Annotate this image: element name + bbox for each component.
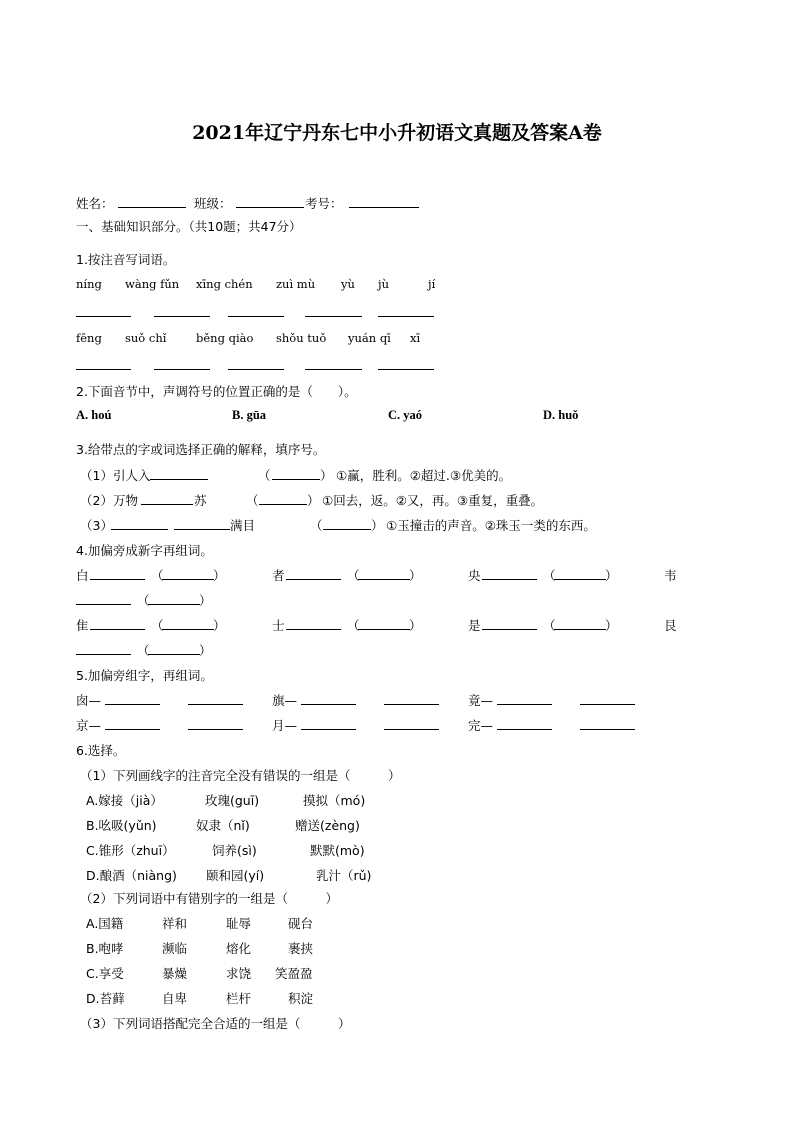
- answer-blank[interactable]: [323, 529, 371, 530]
- paren-close: ）: [371, 518, 384, 533]
- base-char: 竟—: [468, 693, 494, 708]
- class-label: 班级：: [194, 196, 232, 211]
- answer-blank[interactable]: [482, 629, 537, 630]
- question-3-prompt: 3.给带点的字或词选择正确的解释，填序号。: [76, 442, 326, 457]
- answer-blank[interactable]: [286, 579, 341, 580]
- paren-open: （: [347, 618, 360, 633]
- paren-close: ）: [199, 593, 212, 608]
- base-char: 囱—: [76, 693, 102, 708]
- option-item: 耻辱: [226, 916, 252, 931]
- answer-blank[interactable]: [358, 579, 410, 580]
- base-char: 士: [272, 618, 285, 633]
- option-c[interactable]: C.锥形（zhuī）: [86, 843, 175, 858]
- pinyin: fēng: [76, 331, 102, 345]
- answer-blank[interactable]: [384, 729, 439, 730]
- question-6-prompt: 6.选择。: [76, 743, 126, 758]
- answer-blank[interactable]: [286, 629, 341, 630]
- option-d[interactable]: D.苔藓: [86, 991, 125, 1006]
- paren-open: （: [543, 568, 556, 583]
- base-char: 央: [468, 568, 481, 583]
- item-mid: 满目: [230, 518, 256, 533]
- answer-blank[interactable]: [188, 729, 243, 730]
- paren-open: （: [246, 493, 259, 508]
- explanation: ①赢，胜利。②超过.③优美的。: [336, 468, 512, 483]
- option-item: 玫瑰(guī): [205, 793, 260, 808]
- answer-blank[interactable]: [378, 369, 434, 370]
- pinyin: jí: [428, 277, 436, 291]
- option-item: 祥和: [162, 916, 188, 931]
- option-item: 赠送(zèng): [295, 818, 360, 833]
- question-1-prompt: 1.按注音写词语。: [76, 252, 176, 267]
- option-d[interactable]: D.酿酒（niàng): [86, 868, 177, 883]
- question-4-prompt: 4.加偏旁成新字再组词。: [76, 543, 213, 558]
- paren-close: ）: [213, 618, 226, 633]
- option-item: 奴隶（nǐ): [196, 818, 250, 833]
- sub-question-prompt: （1）下列画线字的注音完全没有错误的一组是（ ）: [80, 768, 401, 783]
- pinyin: běng qiào: [196, 331, 254, 345]
- base-char: 完—: [468, 718, 494, 733]
- answer-blank[interactable]: [148, 604, 200, 605]
- option-item: 裹挟: [288, 941, 314, 956]
- option-b[interactable]: B.吆吸(yǔn): [86, 818, 157, 833]
- paren-close: ）: [199, 643, 212, 658]
- answer-blank[interactable]: [384, 704, 439, 705]
- paren-open: （: [151, 568, 164, 583]
- exam-no-label: 考号：: [305, 196, 343, 211]
- answer-blank[interactable]: [482, 579, 537, 580]
- question-2-prompt: 2.下面音节中，声调符号的位置正确的是（ ）。: [76, 384, 357, 399]
- option-a[interactable]: A.国籍: [86, 916, 124, 931]
- paren-close: ）: [409, 568, 422, 583]
- pinyin: suǒ chǐ: [125, 331, 167, 345]
- option-item: 熔化: [226, 941, 252, 956]
- answer-blank[interactable]: [228, 316, 284, 317]
- base-char: 者: [272, 568, 285, 583]
- item-label: （2）万物: [80, 493, 138, 508]
- option-item: 饲养(sì): [212, 843, 257, 858]
- paren-open: （: [137, 593, 150, 608]
- sub-question-prompt: （3）下列词语搭配完全合适的一组是（ ）: [80, 1016, 351, 1031]
- answer-blank[interactable]: [76, 604, 131, 605]
- class-field[interactable]: [236, 207, 304, 208]
- answer-blank[interactable]: [301, 729, 356, 730]
- answer-blank[interactable]: [497, 729, 552, 730]
- option-item: 自卑: [162, 991, 188, 1006]
- base-char: 隹: [76, 618, 89, 633]
- option-item: 摸拟（mó): [303, 793, 366, 808]
- answer-blank[interactable]: [580, 729, 635, 730]
- answer-blank[interactable]: [105, 729, 160, 730]
- base-char: 月—: [272, 718, 298, 733]
- answer-blank[interactable]: [154, 316, 210, 317]
- question-5-prompt: 5.加偏旁组字，再组词。: [76, 668, 213, 683]
- paren-open: （: [347, 568, 360, 583]
- item-mid: 苏: [194, 493, 207, 508]
- answer-blank[interactable]: [188, 704, 243, 705]
- option-d[interactable]: D. huǒ: [543, 408, 579, 422]
- option-item: 默默(mò): [310, 843, 365, 858]
- name-field[interactable]: [118, 207, 186, 208]
- paren-close: ）: [605, 568, 618, 583]
- answer-blank[interactable]: [105, 704, 160, 705]
- option-item: 积淀: [288, 991, 314, 1006]
- answer-blank[interactable]: [174, 529, 230, 530]
- answer-blank[interactable]: [301, 704, 356, 705]
- answer-blank[interactable]: [272, 479, 320, 480]
- pinyin: xīng chén: [196, 277, 253, 291]
- answer-blank[interactable]: [141, 504, 193, 505]
- option-item: 颐和园(yí): [206, 868, 265, 883]
- option-b[interactable]: B. gūa: [232, 408, 267, 422]
- pinyin: zuì mù: [276, 277, 316, 291]
- answer-blank[interactable]: [148, 654, 200, 655]
- answer-blank[interactable]: [90, 579, 145, 580]
- pinyin: níng: [76, 277, 102, 291]
- option-a[interactable]: A.嫁接（jià）: [86, 793, 163, 808]
- answer-blank[interactable]: [162, 579, 214, 580]
- paren-open: （: [543, 618, 556, 633]
- pinyin: yù: [341, 277, 355, 291]
- answer-blank[interactable]: [150, 479, 208, 480]
- base-char: 旗—: [272, 693, 298, 708]
- answer-blank[interactable]: [554, 629, 606, 630]
- item-label: （3）: [80, 518, 113, 533]
- exam-no-field[interactable]: [349, 207, 419, 208]
- paren-close: ）: [320, 468, 333, 483]
- paren-open: （: [151, 618, 164, 633]
- paren-open: （: [310, 518, 323, 533]
- option-item: 笑盈盈: [275, 966, 313, 981]
- answer-blank[interactable]: [378, 316, 434, 317]
- option-c[interactable]: C.享受: [86, 966, 124, 981]
- sub-question-prompt: （2）下列词语中有错别字的一组是（ ）: [80, 891, 338, 906]
- option-item: 栏杆: [226, 991, 252, 1006]
- pinyin: jù: [378, 277, 389, 291]
- base-char: 艮: [664, 618, 677, 633]
- answer-blank[interactable]: [154, 369, 210, 370]
- base-char: 韦: [664, 568, 677, 583]
- section-heading: 一、基础知识部分。（共10题；共47分）: [76, 219, 302, 234]
- explanation: ①回去，返。②又，再。③重复，重叠。: [322, 493, 544, 508]
- name-label: 姓名：: [76, 196, 114, 211]
- option-c[interactable]: C. yaó: [388, 408, 423, 422]
- answer-blank[interactable]: [111, 529, 168, 530]
- answer-blank[interactable]: [76, 316, 131, 317]
- option-b[interactable]: B.咆哮: [86, 941, 124, 956]
- paren-close: ）: [213, 568, 226, 583]
- paren-close: ）: [605, 618, 618, 633]
- answer-blank[interactable]: [76, 654, 131, 655]
- answer-blank[interactable]: [76, 369, 131, 370]
- answer-blank[interactable]: [580, 704, 635, 705]
- base-char: 京—: [76, 718, 102, 733]
- option-item: 乳汁（rǔ): [316, 868, 372, 883]
- pinyin: shǒu tuǒ: [276, 331, 327, 345]
- option-item: 求饶: [226, 966, 252, 981]
- explanation: ①玉撞击的声音。②珠玉一类的东西。: [386, 518, 596, 533]
- pinyin: xī: [410, 331, 421, 345]
- paren-open: （: [137, 643, 150, 658]
- answer-blank[interactable]: [497, 704, 552, 705]
- paren-close: ）: [307, 493, 320, 508]
- item-label: （1）引人入: [80, 468, 151, 483]
- page-title: 2021年辽宁丹东七中小升初语文真题及答案A卷: [192, 122, 602, 144]
- paren-close: ）: [409, 618, 422, 633]
- answer-blank[interactable]: [305, 369, 362, 370]
- base-char: 是: [468, 618, 481, 633]
- answer-blank[interactable]: [259, 504, 307, 505]
- pinyin: wàng fǔn: [125, 277, 180, 291]
- answer-blank[interactable]: [162, 629, 214, 630]
- answer-blank[interactable]: [358, 629, 410, 630]
- answer-blank[interactable]: [90, 629, 145, 630]
- base-char: 白: [76, 568, 89, 583]
- option-item: 暴燥: [162, 966, 188, 981]
- option-item: 濒临: [162, 941, 188, 956]
- pinyin: yuán qī: [348, 331, 391, 345]
- paren-open: （: [258, 468, 271, 483]
- answer-blank[interactable]: [554, 579, 606, 580]
- option-a[interactable]: A. hoú: [76, 408, 112, 422]
- option-item: 砚台: [288, 916, 314, 931]
- answer-blank[interactable]: [228, 369, 284, 370]
- answer-blank[interactable]: [305, 316, 362, 317]
